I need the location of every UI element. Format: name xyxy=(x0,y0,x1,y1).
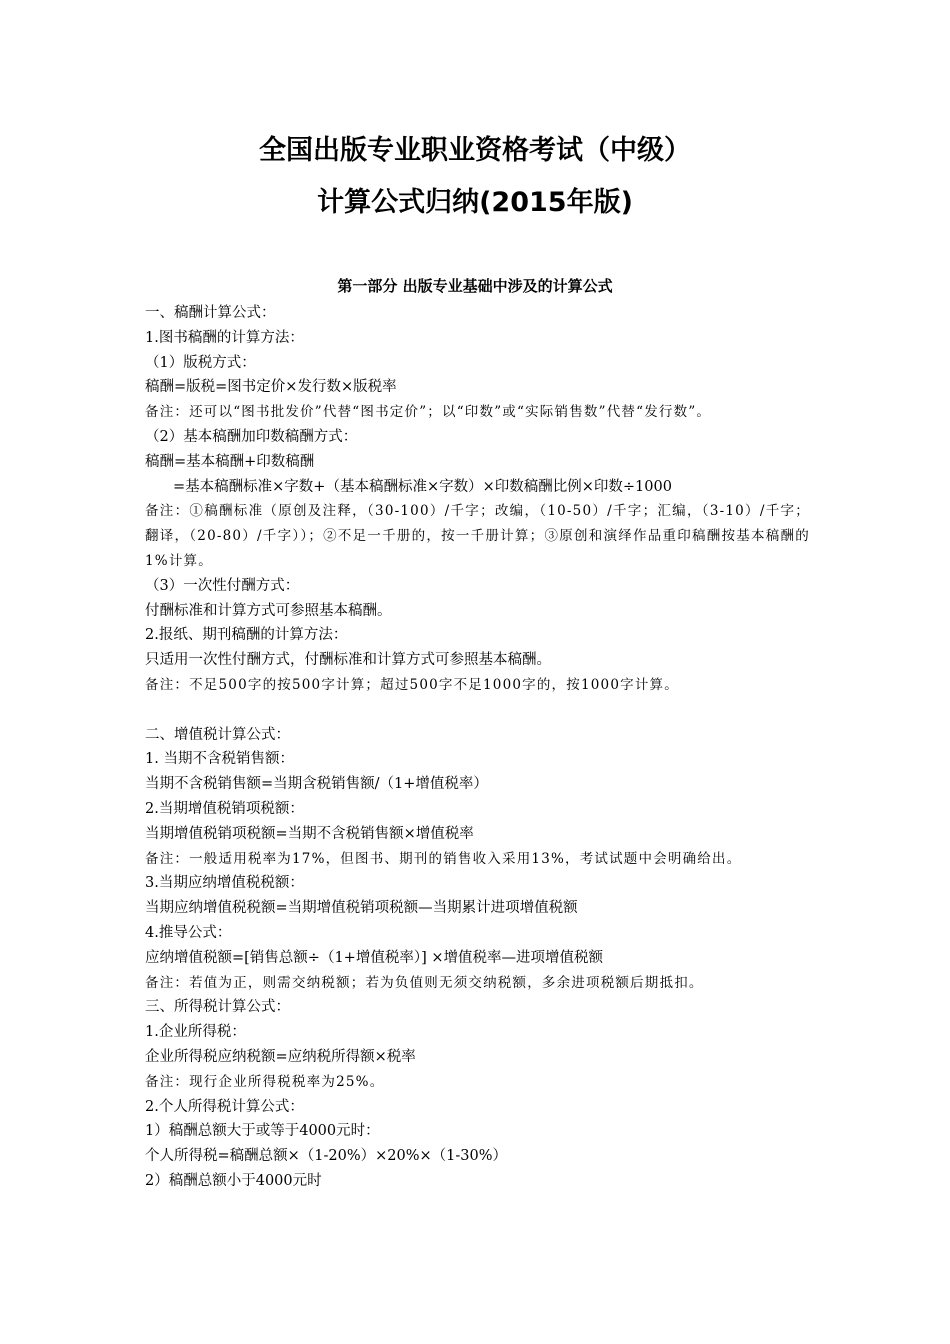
method3-label: （3）一次性付酬方式： xyxy=(145,577,300,594)
section3-case2-label: 2）稿酬总额小于4000元时 xyxy=(145,1172,322,1189)
section2-item1-label: 1. 当期不含税销售额： xyxy=(145,751,294,768)
section2-item4-note: 备注：若值为正，则需交纳税额；若为负值则无须交纳税额，多余进项税额后期抵扣。 xyxy=(145,974,704,991)
method2-formula1: 稿酬=基本稿酬+印数稿酬 xyxy=(145,453,315,470)
method2-formula2: =基本稿酬标准×字数+（基本稿酬标准×字数）×印数稿酬比例×印数÷1000 xyxy=(173,478,672,495)
section1-sub2: 2.报纸、期刊稿酬的计算方法： xyxy=(145,627,348,644)
section2-item4-formula: 应纳增值税额=[销售总额÷（1+增值税率）] ×增值税率—进项增值税额 xyxy=(145,949,603,966)
section2-item2-label: 2.当期增值税销项税额： xyxy=(145,800,304,817)
document-title-line2: 计算公式归纳(2015年版) xyxy=(317,187,633,218)
document-body xyxy=(145,301,810,1194)
section2-item2-note: 备注：一般适用税率为17%，但图书、期刊的销售收入采用13%，考试试题中会明确给出。 xyxy=(145,850,742,867)
method1-formula: 稿酬=版税=图书定价×发行数×版税率 xyxy=(145,379,397,396)
section2-item3-formula: 当期应纳增值税税额=当期增值税销项税额—当期累计进项增值税额 xyxy=(145,900,578,917)
document-title-line1: 全国出版专业职业资格考试（中级） xyxy=(259,135,691,166)
section2-item1-formula: 当期不含税销售额=当期含税销售额/（1+增值税率） xyxy=(145,776,488,793)
section3-item1-formula: 企业所得税应纳税额=应纳税所得额×税率 xyxy=(145,1048,416,1065)
section2-item2-formula: 当期增值税销项税额=当期不含税销售额×增值税率 xyxy=(145,825,474,842)
method1-note: 备注：还可以“图书批发价”代替“图书定价”；以“印数”或“实际销售数”代替“发行数”。 xyxy=(145,404,712,421)
part1-heading: 第一部分 出版专业基础中涉及的计算公式 xyxy=(337,277,613,295)
section1-sub1: 1.图书稿酬的计算方法： xyxy=(145,329,304,346)
method2-label: （2）基本稿酬加印数稿酬方式： xyxy=(145,428,358,445)
section3-case1-formula: 个人所得税=稿酬总额×（1-20%）×20%×（1-30%） xyxy=(145,1148,508,1165)
section1-sub2-note: 备注：不足500字的按500字计算；超过500字不足1000字的，按1000字计算。 xyxy=(145,676,679,693)
section2-item4-label: 4.推导公式： xyxy=(145,924,232,941)
section1-heading: 一、稿酬计算公式： xyxy=(145,305,276,321)
section3-item1-label: 1.企业所得税： xyxy=(145,1024,246,1041)
section1-sub2-text: 只适用一次性付酬方式，付酬标准和计算方式可参照基本稿酬。 xyxy=(145,652,551,669)
section3-item1-note: 备注：现行企业所得税税率为25%。 xyxy=(145,1073,385,1090)
section3-heading: 三、所得税计算公式： xyxy=(145,999,290,1016)
method2-note: 备注：①稿酬标准（原创及注释，（30-100）/千字；改编，（10-50）/千字；汇编，（3-10）/千字；翻译，（20-80）/千字））；②不足一千册的，按一千册计算；③原创和演绎作品重印稿酬按基本稿酬的1%计算。 xyxy=(145,503,810,569)
section3-item2-label: 2.个人所得税计算公式： xyxy=(145,1098,304,1115)
spacer xyxy=(145,698,810,723)
section3-case1-label: 1）稿酬总额大于或等于4000元时： xyxy=(145,1123,380,1140)
method3-text: 付酬标准和计算方式可参照基本稿酬。 xyxy=(145,602,392,619)
section2-heading: 二、增值税计算公式： xyxy=(145,726,290,743)
method1-label: （1）版税方式： xyxy=(145,354,256,371)
section2-item3-label: 3.当期应纳增值税税额： xyxy=(145,875,304,892)
